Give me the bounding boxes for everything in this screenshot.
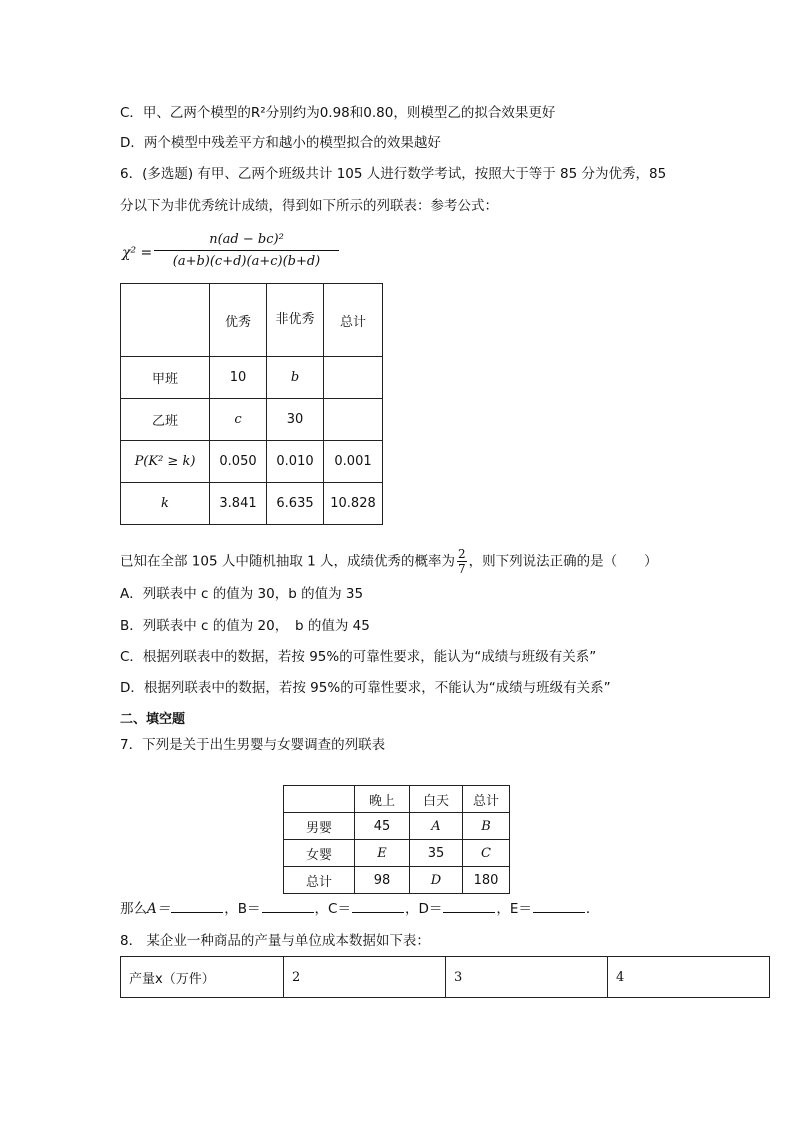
table-cell: 白天 [410, 786, 463, 813]
q8-title: 8． 某企业一种商品的产量与单位成本数据如下表： [120, 933, 430, 949]
table-cell: 30 [267, 399, 324, 441]
table-cell [121, 284, 210, 357]
formula-lhs: χ² = [122, 245, 153, 261]
table-cell: 男婴 [284, 813, 355, 840]
q6-stem [120, 547, 658, 576]
table-grade-contingency [120, 283, 383, 525]
table-cell: 总计 [324, 284, 383, 357]
q6-line1: 6．(多选题) 有甲、乙两个班级共计 105 人进行数学考试，按照大于等于 85 分为优秀，85 [120, 166, 667, 182]
table-cell: 3.841 [210, 483, 267, 525]
table-cell: 产量x（万件） [121, 957, 284, 998]
q6-option-c: C．根据列联表中的数据，若按 95%的可靠性要求，能认为“成绩与班级有关系” [120, 649, 597, 665]
table-cell: 甲班 [121, 357, 210, 399]
table-cell: 6.635 [267, 483, 324, 525]
table-cell: 乙班 [121, 399, 210, 441]
probability-fraction [457, 547, 467, 576]
blank-e[interactable] [533, 898, 585, 913]
q7-title: 7．下列是关于出生男婴与女婴调查的列联表 [120, 737, 386, 753]
table-row [121, 399, 383, 441]
table-cell: 45 [355, 813, 410, 840]
table-cell: 3 [446, 957, 608, 998]
answer-label-c: ，C＝ [314, 901, 351, 917]
table-cell: E [355, 840, 410, 867]
table-cell: 10.828 [324, 483, 383, 525]
option-c-q5: C．甲、乙两个模型的R²分别约为0.98和0.80，则模型乙的拟合效果更好 [120, 105, 556, 121]
table-row [121, 441, 383, 483]
table-cell: 35 [410, 840, 463, 867]
answer-label-d: ，D＝ [404, 901, 443, 917]
table-row [121, 483, 383, 525]
answer-label-e: ，E＝ [496, 901, 532, 917]
table-cell [324, 399, 383, 441]
table-cell: P(K² ≥ k) [121, 441, 210, 483]
blank-d[interactable] [443, 898, 495, 913]
table-cell: 晚上 [355, 786, 410, 813]
formula-denominator: (a+b)(c+d)(a+c)(b+d) [172, 254, 321, 269]
q6-option-d: D．根据列联表中的数据，若按 95%的可靠性要求，不能认为“成绩与班级有关系” [120, 680, 611, 696]
q6-option-b: B．列联表中 c 的值为 20， b 的值为 45 [120, 618, 370, 634]
table-cell: b [267, 357, 324, 399]
table-row [284, 840, 510, 867]
table-row [284, 813, 510, 840]
table-cell: A [410, 813, 463, 840]
fraction-numerator: 2 [458, 547, 466, 561]
table-cell: B [463, 813, 510, 840]
section-heading: 二、填空题 [120, 712, 186, 727]
fraction-denominator: 7 [458, 562, 466, 576]
table-cell [324, 357, 383, 399]
table-cell: 0.010 [267, 441, 324, 483]
table-cell: k [121, 483, 210, 525]
q7-answer-line [120, 898, 599, 919]
table-row [121, 284, 383, 357]
table-row [121, 957, 770, 998]
table-cell: c [210, 399, 267, 441]
table-cell: 10 [210, 357, 267, 399]
table-cell: C [463, 840, 510, 867]
table-cell: D [410, 867, 463, 894]
table-production-cost [120, 956, 770, 998]
table-cell: 0.001 [324, 441, 383, 483]
q6-option-a: A．列联表中 c 的值为 30，b 的值为 35 [120, 586, 364, 602]
table-cell: 总计 [463, 786, 510, 813]
q6-line2: 分以下为非优秀统计成绩，得到如下所示的列联表：参考公式： [120, 198, 498, 214]
table-cell: 2 [284, 957, 446, 998]
q6-stem-after: ，则下列说法正确的是（ ） [468, 553, 658, 570]
table-cell: 98 [355, 867, 410, 894]
answer-label-b: ，B＝ [224, 901, 261, 917]
table-cell: 总计 [284, 867, 355, 894]
table-birth-contingency [283, 785, 510, 894]
blank-b[interactable] [262, 898, 314, 913]
answer-prefix: 那么 [120, 901, 147, 917]
table-cell [284, 786, 355, 813]
formula-numerator: n(ad − bc)² [209, 232, 284, 247]
table-cell: 优秀 [210, 284, 267, 357]
table-cell: 非优秀 [267, 284, 324, 357]
blank-a[interactable] [171, 898, 223, 913]
table-cell: 0.050 [210, 441, 267, 483]
table-row [284, 867, 510, 894]
table-cell: 女婴 [284, 840, 355, 867]
answer-end: ． [585, 901, 600, 917]
table-row [284, 786, 510, 813]
q6-stem-before: 已知在全部 105 人中随机抽取 1 人，成绩优秀的概率为 [120, 553, 456, 570]
table-cell: 4 [608, 957, 770, 998]
table-cell: 180 [463, 867, 510, 894]
table-row [121, 357, 383, 399]
answer-label-a: A＝ [147, 901, 171, 917]
blank-c[interactable] [352, 898, 404, 913]
option-d-q5: D．两个模型中残差平方和越小的模型拟合的效果越好 [120, 135, 441, 151]
